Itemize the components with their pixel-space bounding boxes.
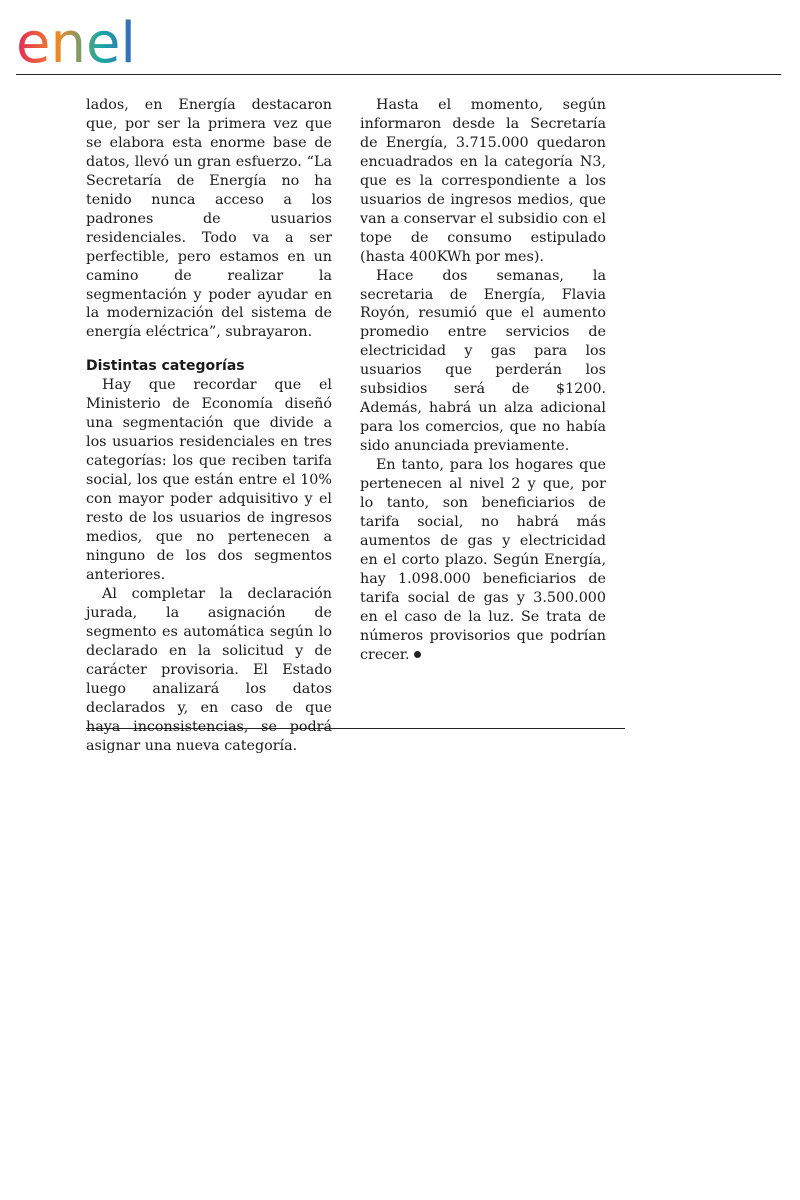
end-of-article-bullet-icon — [414, 651, 421, 658]
article-column-right — [360, 96, 606, 665]
article-column-left — [86, 96, 332, 755]
header-rule — [16, 74, 781, 75]
paragraph: Al completar la declaración jurada, la asignación de segmento es automática según lo declarado en la solicitud y de carácter provisoria. El Estado luego analizará los datos declarados y, en caso de que haya inconsistencias, se podrá asignar una nueva categoría. — [86, 585, 332, 754]
paragraph: Hasta el momento, según informaron desde la Secretaría de Energía, 3.715.000 quedaron encuadrados en la categoría N3, que es la correspondiente a los usuarios de ingresos medios, que van a conservar el subsidio con el tope de consumo estipulado (hasta 400KWh por mes). — [360, 97, 606, 265]
paragraph-text: En tanto, para los hogares que pertenecen al nivel 2 y que, por lo tanto, son beneficiarios de tarifa social, no habrá más aumentos de gas y electricidad en el corto plazo. Según Energía, hay 1.098.000 beneficiarios de tarifa social de gas y 3.500.000 en el caso de la luz. Se trata de números provisorios que podrían crecer. — [360, 457, 606, 663]
paragraph: Hay que recordar que el Ministerio de Economía diseñó una segmentación que divide a los usuarios residenciales en tres categorías: los que reciben tarifa social, los que están entre el 10% con mayor poder adquisitivo y el resto de los usuarios de ingresos medios, que no pertenecen a ninguno de los dos segmentos anteriores. — [86, 377, 332, 583]
paragraph: Hace dos semanas, la secretaria de Energía, Flavia Royón, resumió que el aumento promedio entre servicios de electricidad y gas para los usuarios que perderán los subsidios será de $1200. Además, habrá un alza adicional para los comercios, que no había sido anunciada previamente. — [360, 267, 606, 455]
enel-logo — [16, 6, 176, 68]
paragraph: lados, en Energía destacaron que, por ser la primera vez que se elabora esta enorme base de datos, llevó un gran esfuerzo. “La Secretaría de Energía no ha tenido nunca acceso a los padrones de usuarios residenciales. Todo va a ser perfectible, pero estamos en un camino de realizar la segmentación y poder ayudar en la modernización del sistema de energía eléctrica”, subrayaron. — [86, 97, 332, 341]
footer-rule — [86, 728, 625, 729]
section-heading: Distintas categorías — [86, 358, 245, 375]
svg-text:enel: enel — [16, 11, 136, 68]
paragraph — [360, 456, 606, 664]
